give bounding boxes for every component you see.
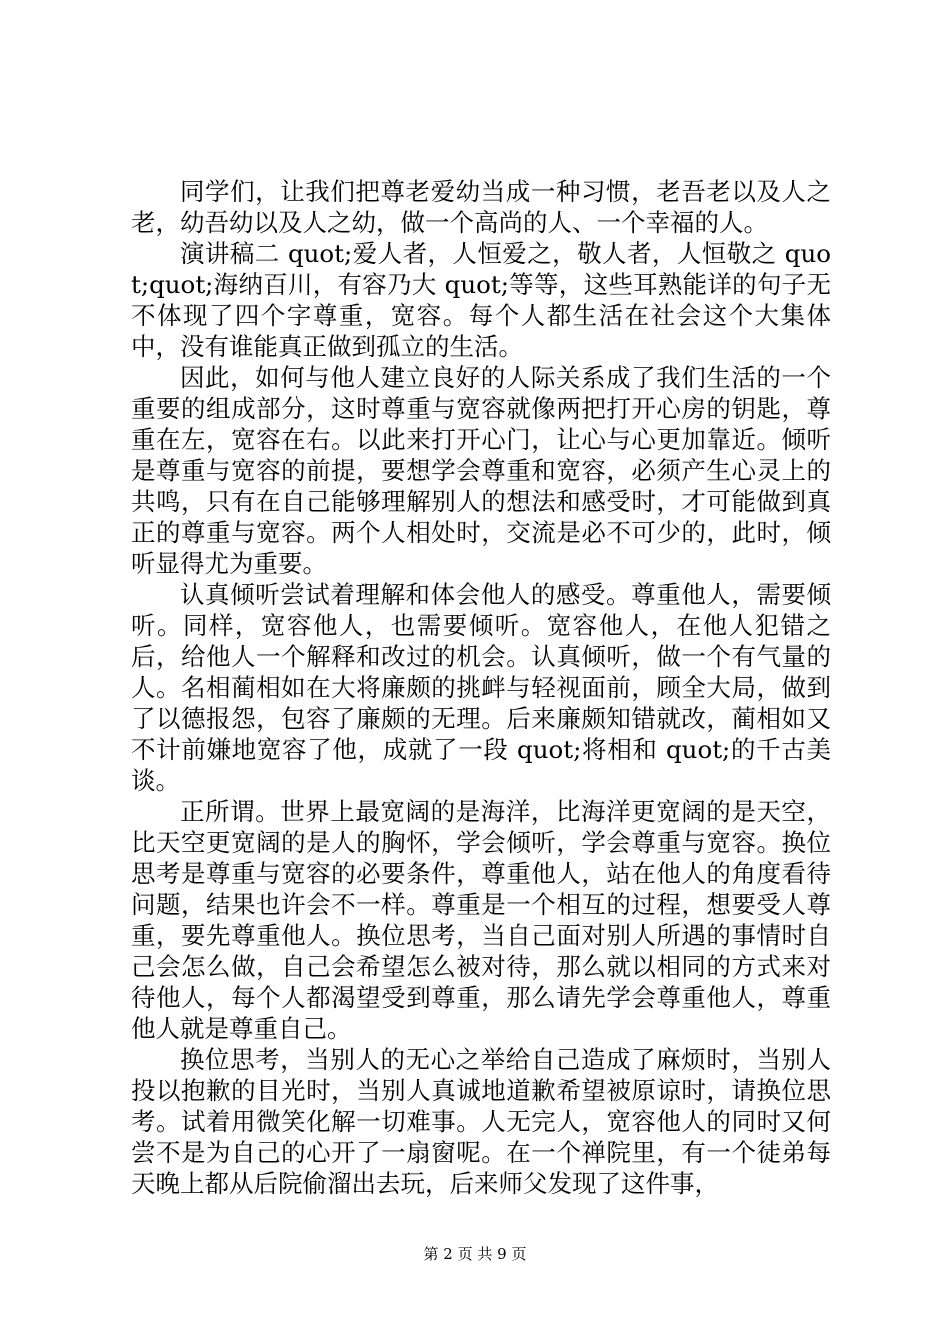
paragraph-2: 演讲稿二 quot;爱人者，人恒爱之，敬人者，人恒敬之 quot;quot;海纳百川，有容乃大 quot;等等，这些耳熟能详的句子无不体现了四个字尊重，宽容。每个人都生活在社会这个大集体中，没有谁能真正做到孤立的生活。 [131,239,831,361]
page-footer: 第 2 页 共 9 页 [423,1245,527,1263]
paragraph-5: 正所谓。世界上最宽阔的是海洋，比海洋更宽阔的是天空，比天空更宽阔的是人的胸怀，学会倾听，学会尊重与宽容。换位思考是尊重与宽容的必要条件，尊重他人，站在他人的角度看待问题，结果也许会不一样。尊重是一个相互的过程，想要受人尊重，要先尊重他人。换位思考，当自己面对别人所遇的事情时自己会怎么做，自己会希望怎么被对待，那么就以相同的方式来对待他人，每个人都渴望受到尊重，那么请先学会尊重他人，尊重他人就是尊重自己。 [131,797,831,1043]
paragraph-4: 认真倾听尝试着理解和体会他人的感受。尊重他人，需要倾听。同样，宽容他人，也需要倾听。宽容他人，在他人犯错之后，给他人一个解释和改过的机会。认真倾听，做一个有气量的人。名相蔺相如在大将廉颇的挑衅与轻视面前，顾全大局，做到了以德报怨，包容了廉颇的无理。后来廉颇知错就改，蔺相如又不计前嫌地宽容了他，成就了一段 quot;将相和 quot;的千古美谈。 [131,580,831,795]
paragraph-6: 换位思考，当别人的无心之举给自己造成了麻烦时，当别人投以抱歉的目光时，当别人真诚地道歉希望被原谅时，请换位思考。试着用微笑化解一切难事。人无完人，宽容他人的同时又何尝不是为自己的心开了一扇窗呢。在一个禅院里，有一个徒弟每天晚上都从后院偷溜出去玩，后来师父发现了这件事， [131,1045,831,1198]
paragraph-1: 同学们，让我们把尊老爱幼当成一种习惯，老吾老以及人之老，幼吾幼以及人之幼，做一个高尚的人、一个幸福的人。 [131,177,831,237]
document-body [131,176,831,1199]
paragraph-3: 因此，如何与他人建立良好的人际关系成了我们生活的一个重要的组成部分，这时尊重与宽容就像两把打开心房的钥匙，尊重在左，宽容在右。以此来打开心门，让心与心更加靠近。倾听是尊重与宽容的前提，要想学会尊重和宽容，必须产生心灵上的共鸣，只有在自己能够理解别人的想法和感受时，才可能做到真正的尊重与宽容。两个人相处时，交流是必不可少的，此时，倾听显得尤为重要。 [131,363,831,578]
